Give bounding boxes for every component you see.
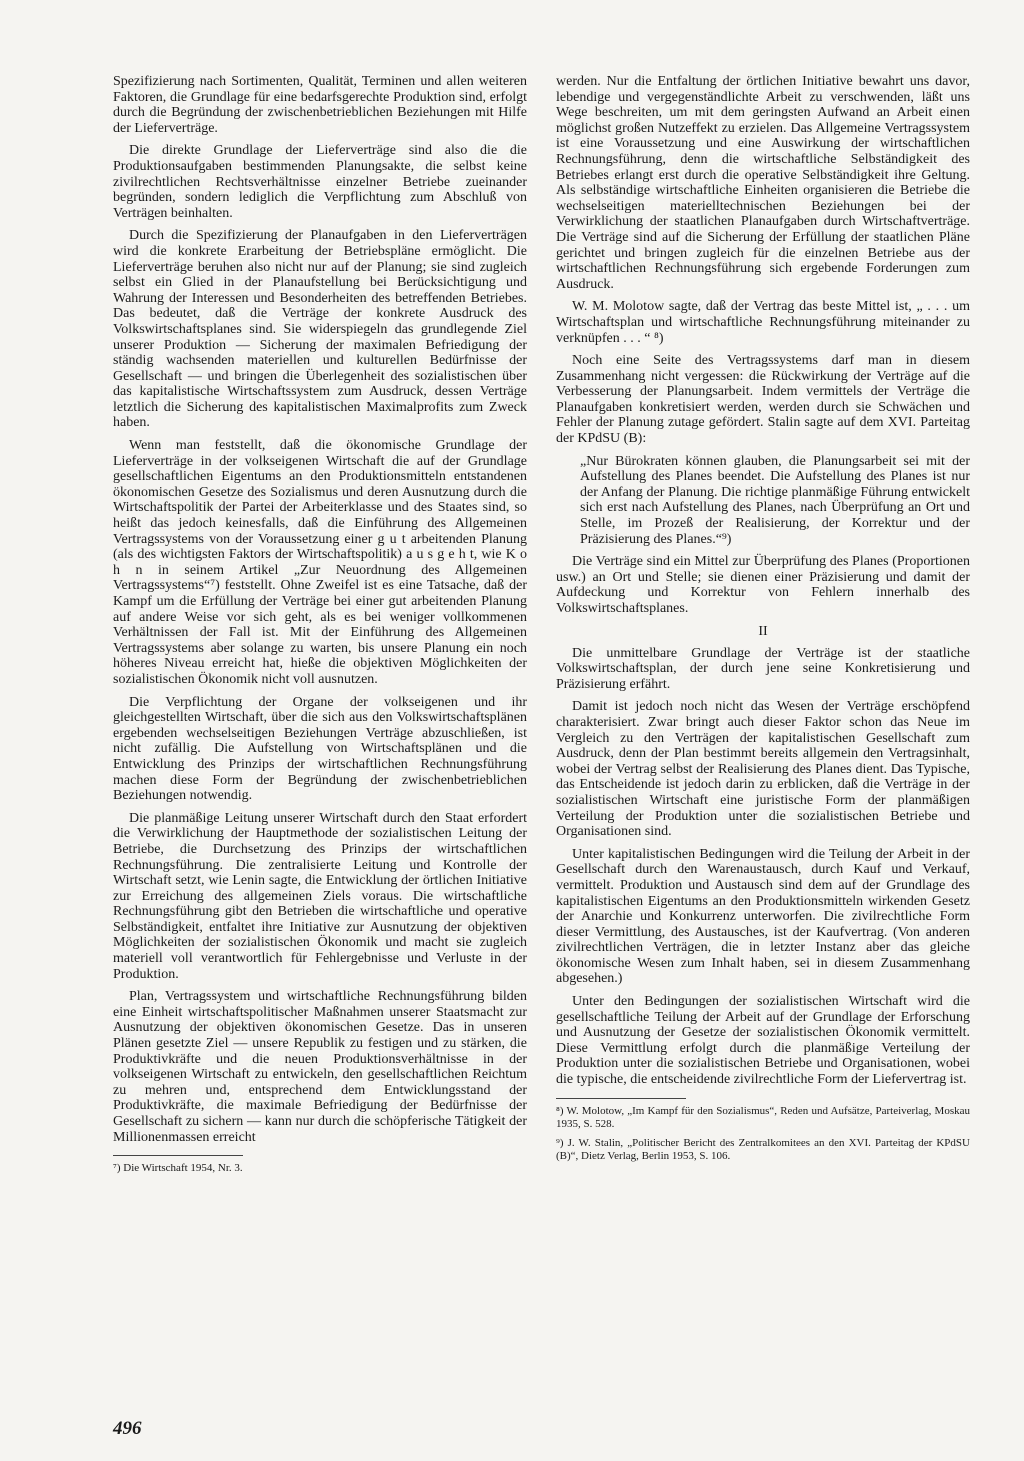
paragraph: Die planmäßige Leitung unserer Wirtschaft durch den Staat erfordert die Verwirklichung der Hauptmethode der sozialistischen Leitung der Betriebe, die Durchsetzung des Prinzips der wirtschaftlichen Rechnungsführung. Die zentralisierte Leitung und Kontrolle der Wirtschaft setzt, wie Lenin sagte, die Entwicklung der örtlichen Initiative zur Erreichung des allgemeinen Ziels voraus. Die wirtschaftliche Rechnungsführung gibt den Betrieben die wirtschaftliche und operative Selbständigkeit, entfaltet ihre Initiative zur Ausnutzung der objektiven Möglichkeiten der sozialistischen Ökonomik und macht sie zugleich materiell voll verantwortlich für Fehlergebnisse und Verluste in der Produktion. [113,810,527,982]
paragraph: Unter den Bedingungen der sozialistischen Wirtschaft wird die gesellschaftliche Teilung der Arbeit auf der Grundlage der Erforschung und Ausnutzung der Gesetze der sozialistischen Ökonomik vermittelt. Diese Vermittlung erfolgt durch die planmäßige Verteilung der Produktion unter die sozialistischen Betriebe und Organisationen, wobei die typische, die entscheidende zivilrechtliche Form der Liefervertrag ist. [556,994,970,1088]
paragraph: werden. Nur die Entfaltung der örtlichen Initiative bewahrt uns davor, lebendige und vergegenständlichte Arbeit zu verschwenden, läßt uns Wege beschreiten, um mit dem geringsten Aufwand an Arbeit einen möglichst großen Nutzeffekt zu erzielen. Das Allgemeine Vertragssystem ist eine Voraussetzung und eine Auswirkung der wirtschaftlichen Rechnungsführung, denn die wirtschaftliche Selbständigkeit des Betriebes erlangt erst durch die operative Selbständigkeit ihre Geltung. Als selbständige wirtschaftliche Einheiten organisieren die Betriebe die wechselseitigen materielltechnischen Beziehungen bei der Verwirklichung der staatlichen Planaufgaben durch Wirtschaftverträge. Die Verträge sind auf die Sicherung der Erfüllung der staatlichen Pläne gerichtet und bringen zugleich für die einzelnen Betriebe aus der wirtschaftlichen Rechnungsführung sich ergebende Forderungen zum Ausdruck. [556,74,970,292]
page-number: 496 [113,1418,142,1439]
paragraph: Unter kapitalistischen Bedingungen wird die Teilung der Arbeit in der Gesellschaft durch den Warenaustausch, durch Kauf und Verkauf, vermittelt. Produktion und Austausch sind dem auf der Grundlage des kapitalistischen Eigentums an den Produktionsmitteln wirkenden Gesetz der Anarchie und Konkurrenz unterworfen. Die zivilrechtliche Form dieser Vermittlung, des Austausches, ist der Kaufvertrag. (Von anderen zivilrechtlichen Verträgen, die in letzter Instanz aber das gleiche ökonomische Wesen zum Inhalt haben, sei in diesem Zusammenhang abgesehen.) [556,846,970,987]
footnote-rule [113,1155,243,1156]
footnote: ⁷) Die Wirtschaft 1954, Nr. 3. [113,1162,243,1175]
section-heading: II [758,623,768,639]
paragraph: Durch die Spezifizierung der Planaufgaben in den Lieferverträgen wird die konkrete Erarbeitung der Betriebspläne ermöglicht. Die Lieferverträge beruhen also nicht nur auf der Planung; sie sind zugleich selbst ein Glied in der Planaufstellung bei Berücksichtigung und Wahrung der Interessen und Besonderheiten des betreffenden Betriebes. Das bedeutet, daß die Verträge der konkrete Ausdruck des Volkswirtschaftsplanes sind. Sie widerspiegeln das grundlegende Ziel unserer Produktion — Sicherung der maximalen Befriedigung der ständig wachsenden materiellen und kulturellen Bedürfnisse der Gesellschaft — und bringen die Überlegenheit des sozialistischen über das kapitalistische Wirtschaftssystem zum Ausdruck, dessen Verträge letztlich die Sicherung des kapitalistischen Maximalprofits zum Zweck haben. [113,228,527,431]
footnote: ⁸) W. Molotow, „Im Kampf für den Sozialismus“, Reden und Aufsätze, Parteiverlag, Moskau 1935, S. 528. [556,1104,970,1130]
paragraph: Wenn man feststellt, daß die ökonomische Grundlage der Lieferverträge in der volkseigenen Wirtschaft die auf der Grundlage gesellschaftlichen Eigentums an den Produktionsmitteln entstandenen ökonomischen Gesetze des Sozialismus und deren Ausnutzung durch die Wirtschaftspolitik der Partei der Arbeiterklasse und des Staates sind, so heißt das jedoch keinesfalls, daß die Einführung des Allgemeinen Vertragssystems von der Voraussetzung einer g u t arbeitenden Planung (als des wichtigsten Faktors der Wirtschaftspolitik) a u s g e h t, wie K o h n in seinem Artikel „Zur Neuordnung des Allgemeinen Vertragssystems“⁷) feststellt. Ohne Zweifel ist es eine Tatsache, daß der Kampf um die Erfüllung der Verträge bei einer gut arbeitenden Planung auf andere Weise vor sich geht, als es bei weniger vollkommenen Verhältnissen der Fall ist. Mit der Einführung des Allgemeinen Vertragssystems aber solange zu warten, bis unsere Planung ein noch höheres Niveau erreicht hat, hieße die objektiven Möglichkeiten der sozialistischen Ökonomik nicht voll ausnutzen. [113,438,527,687]
block-quote: „Nur Bürokraten können glauben, die Planungsarbeit sei mit der Aufstellung des Planes beendet. Die Aufstellung des Planes ist nur der Anfang der Planung. Die richtige planmäßige Führung entwickelt sich erst nach Aufstellung des Planes, nach Überprüfung an Ort und Stelle, im Prozeß der Realisierung, der Korrektur und der Präzisierung des Planes.“⁹) [580,453,970,547]
right-column [556,74,970,1169]
paragraph: Die direkte Grundlage der Lieferverträge sind also die die Produktionsaufgaben bestimmenden Planungsakte, die selbst keine zivilrechtlichen Rechtsverhältnisse einzelner Betriebe zueinander begründen, sondern lediglich die Verpflichtung zum Abschluß von Verträgen beinhalten. [113,143,527,221]
paragraph: Plan, Vertragssystem und wirtschaftliche Rechnungsführung bilden eine Einheit wirtschaftspolitischer Maßnahmen unserer Staatsmacht zur Ausnutzung der objektiven ökonomischen Gesetze. Das in unseren Plänen gesetzte Ziel — unsere Republik zu festigen und zu stärken, die Produktivkräfte und die neuen Produktionsverhältnisse in der volkseigenen Wirtschaft zu entwickeln, den gesellschaftlichen Reichtum zu mehren und, entsprechend dem Entwicklungsstand der Produktivkräfte, die maximale Befriedigung der Bedürfnisse der Gesellschaft zu sichern — kann nur durch die schöpferische Tätigkeit der Millionenmassen erreicht [113,989,527,1145]
left-column [113,74,527,1181]
paragraph: Spezifizierung nach Sortimenten, Qualität, Terminen und allen weiteren Faktoren, die Grundlage für eine bedarfsgerechte Produktion sind, erfolgt durch die Begründung der zwischenbetrieblichen Beziehungen mit Hilfe der Lieferverträge. [113,74,527,136]
paragraph: Damit ist jedoch noch nicht das Wesen der Verträge erschöpfend charakterisiert. Zwar bringt auch dieser Faktor schon das Neue im Vergleich zu den Verträgen der kapitalistischen Gesellschaft zum Ausdruck, denn der Plan bestimmt bereits allgemein den Vertragsinhalt, wobei der Vertrag selbst der Realisierung des Planes dient. Das Typische, das Entscheidende ist jedoch darin zu erblicken, daß die Verträge in der sozialistischen Wirtschaft eine juristische Form der planmäßigen Verteilung der Produktion unter die sozialistischen Betriebe und Organisationen sind. [556,699,970,840]
paragraph: W. M. Molotow sagte, daß der Vertrag das beste Mittel ist, „ . . . um Wirtschaftsplan und wirtschaftliche Rechnungsführung miteinander zu verknüpfen . . . “ ⁸) [556,299,970,346]
paragraph: Die Verpflichtung der Organe der volkseigenen und ihr gleichgestellten Wirtschaft, über die sich aus den Volkswirtschaftsplänen ergebenden wechselseitigen Beziehungen Verträge abzuschließen, ist nicht zufällig. Die Aufstellung von Wirtschaftsplänen und die Entwicklung des Prinzips der wirtschaftlichen Rechnungsführung machen diese Form der Begründung der zwischenbetrieblichen Beziehungen notwendig. [113,694,527,804]
footnote-rule [556,1098,686,1099]
paragraph: Die Verträge sind ein Mittel zur Überprüfung des Planes (Proportionen usw.) an Ort und Stelle; sie dienen einer Präzisierung und damit der Aufdeckung und Korrektur von Fehlern innerhalb des Volkswirtschaftsplanes. [556,554,970,616]
paragraph: Noch eine Seite des Vertragssystems darf man in diesem Zusammenhang nicht vergessen: die Rückwirkung der Verträge auf die Verbesserung der Planungsarbeit. Indem vermittels der Verträge die Planaufgaben konkretisiert werden, werden durch sie Schwächen und Fehler der Planung zutage gefördert. Stalin sagte auf dem XVI. Parteitag der KPdSU (B): [556,353,970,447]
paragraph: Die unmittelbare Grundlage der Verträge ist der staatliche Volkswirtschaftsplan, der durch jene seine Konkretisierung und Präzisierung erfährt. [556,645,970,692]
footnote: ⁹) J. W. Stalin, „Politischer Bericht des Zentralkomitees an den XVI. Parteitag der KPdSU (B)“, Dietz Verlag, Berlin 1953, S. 106. [556,1136,970,1162]
